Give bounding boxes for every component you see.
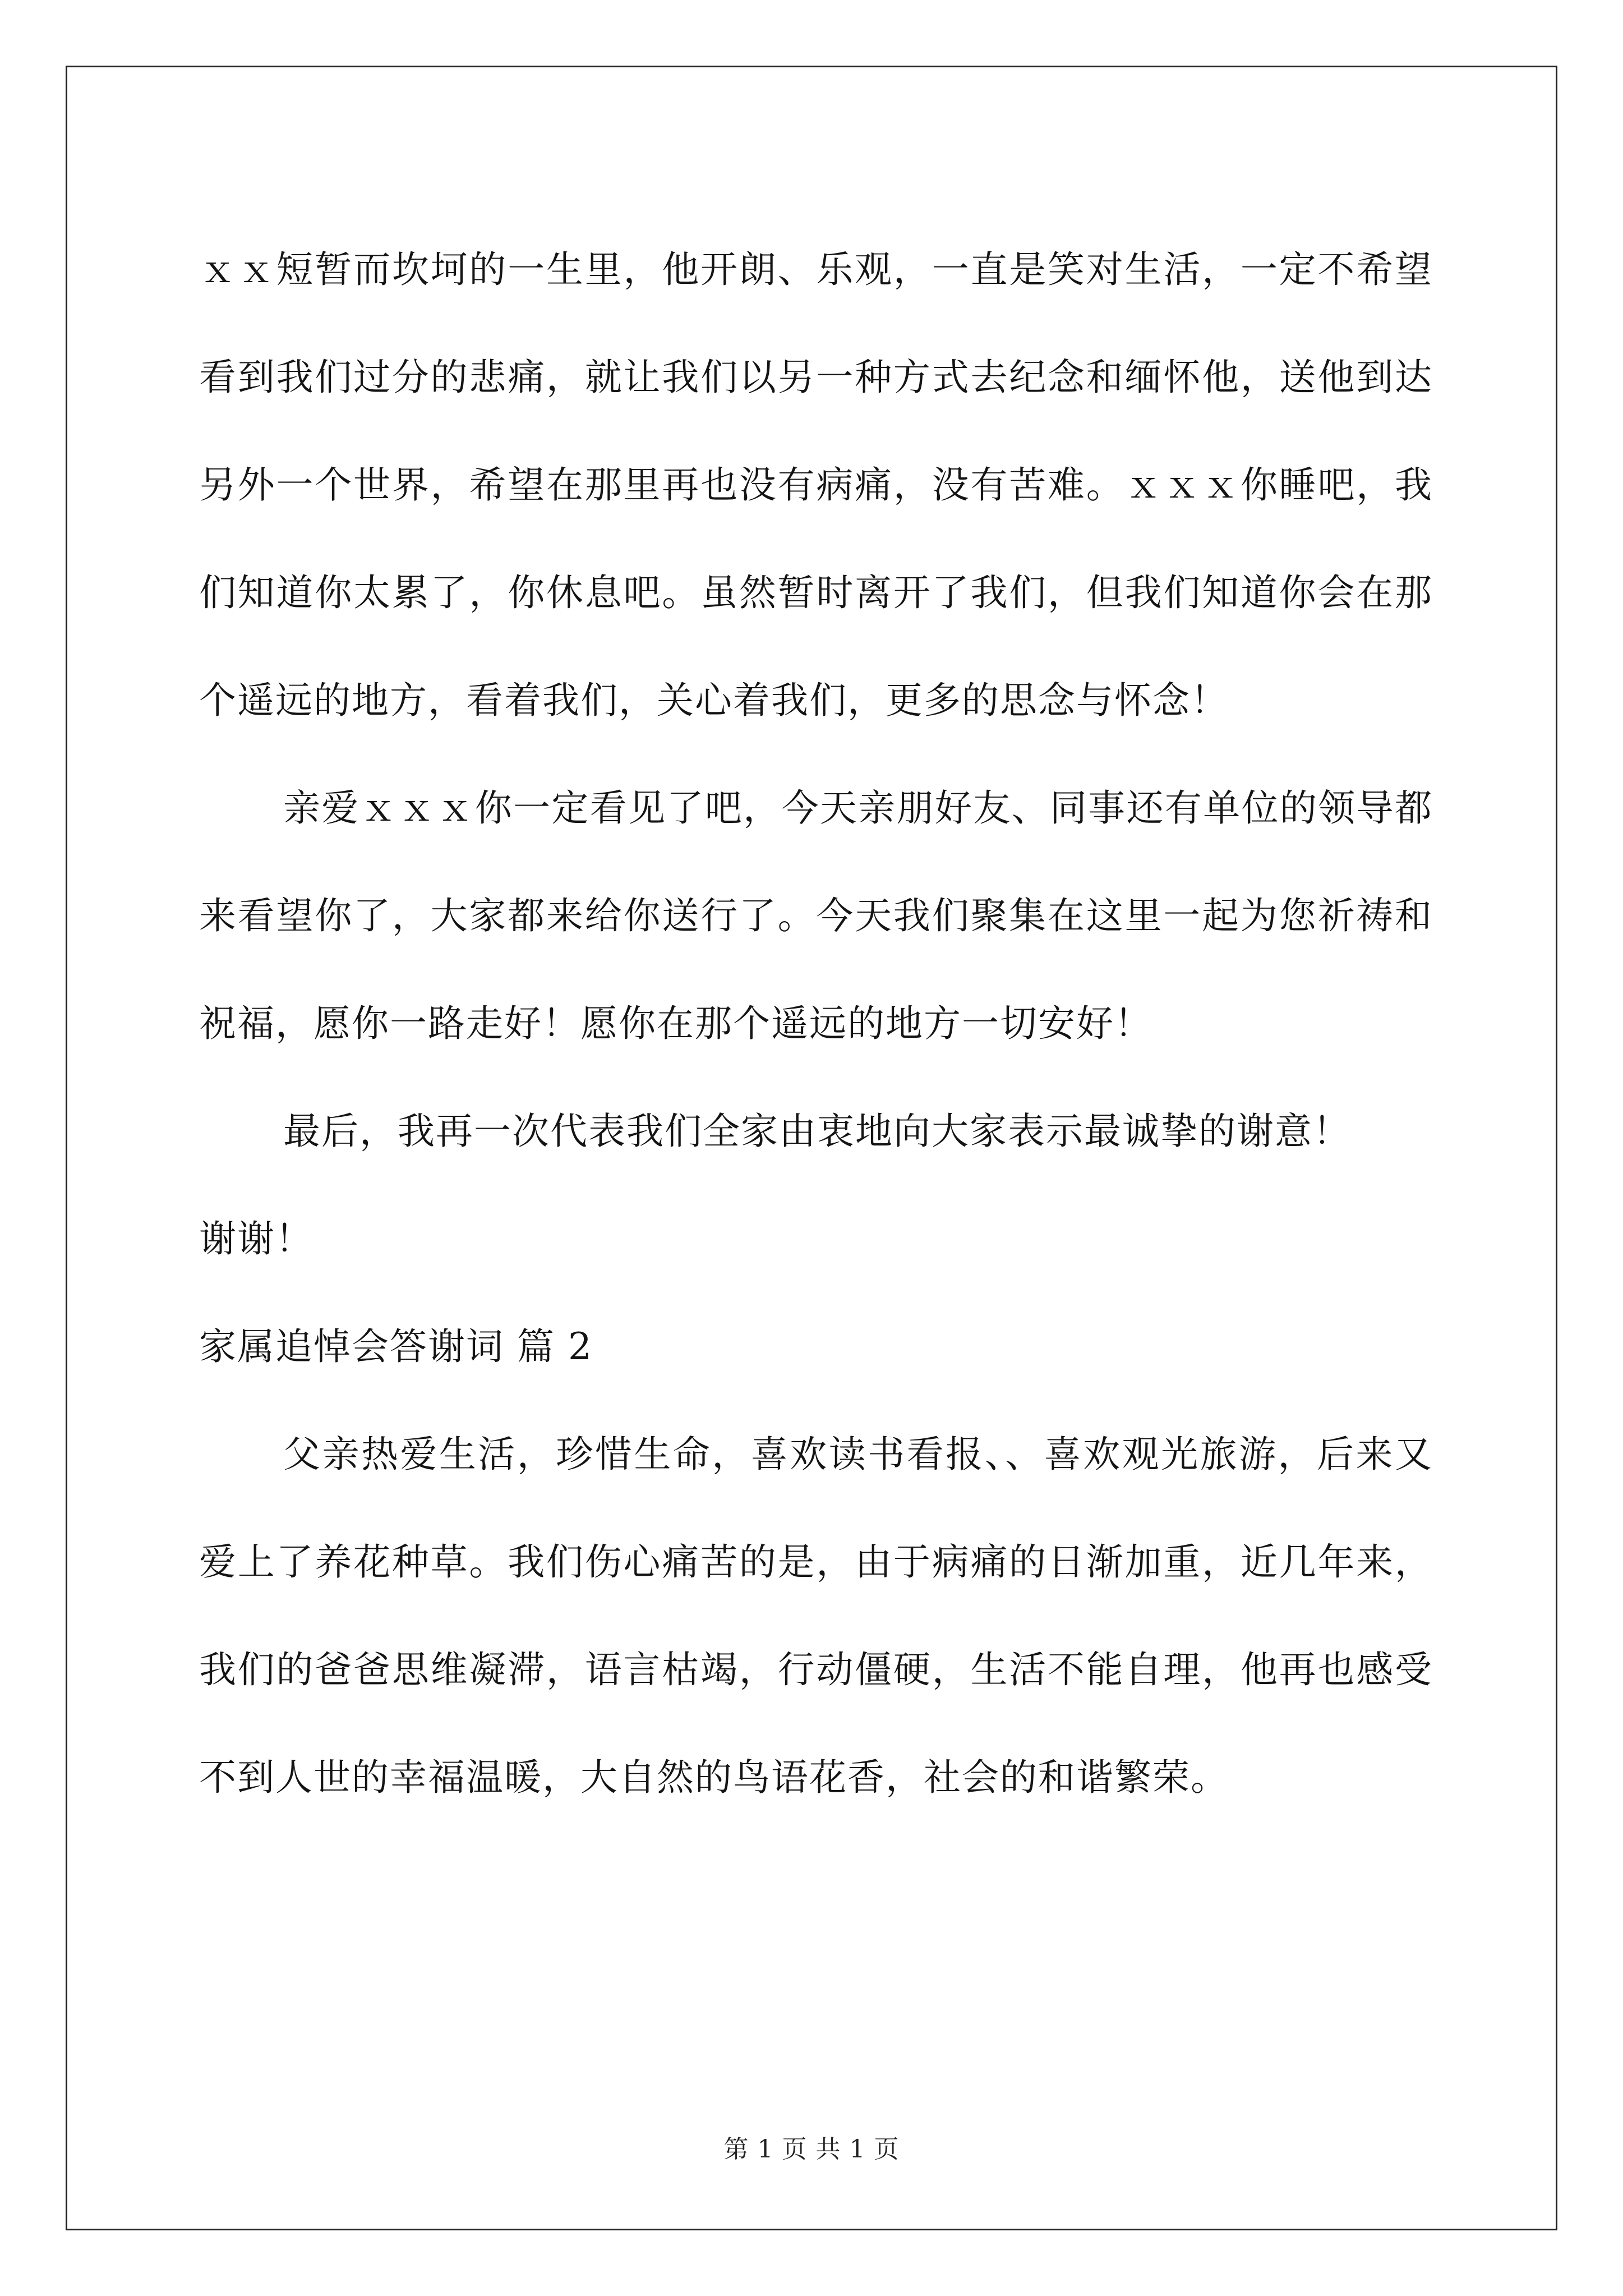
paragraph-1: ｘｘ短暂而坎坷的一生里，他开朗、乐观，一直是笑对生活，一定不希望看到我们过分的悲痛，就让我们以另一种方式去纪念和缅怀他，送他到达另外一个世界，希望在那里再也没有病痛，没有苦难。ｘｘｘ你睡吧，我们知道你太累了，你休息吧。虽然暂时离开了我们，但我们知道你会在那个遥远的地方，看着我们，关心着我们，更多的思念与怀念！ <box>199 248 1433 722</box>
paragraph-2: 亲爱ｘｘｘ你一定看见了吧，今天亲朋好友、同事还有单位的领导都来看望你了，大家都来给你送行了。今天我们聚集在这里一起为您祈祷和祝福，愿你一路走好！愿你在那个遥远的地方一切安好！ <box>199 786 1433 1045</box>
paragraph-3: 最后，我再一次代表我们全家由衷地向大家表示最诚挚的谢意！ <box>283 1110 1351 1153</box>
document-body <box>199 216 1433 1832</box>
page-footer: 第 1 页 共 1 页 <box>723 2135 900 2164</box>
section-paragraph-1: 父亲热爱生活，珍惜生命，喜欢读书看报、、喜欢观光旅游，后来又爱上了养花种草。我们伤心痛苦的是，由于病痛的日渐加重，近几年来，我们的爸爸思维凝滞，语言枯竭，行动僵硬，生活不能自理，他再也感受不到人世的幸福温暖，大自然的鸟语花香，社会的和谐繁荣。 <box>199 1433 1433 1799</box>
paragraph-4: 谢谢！ <box>199 1217 313 1260</box>
section-title: 家属追悼会答谢词 篇 2 <box>199 1325 593 1368</box>
